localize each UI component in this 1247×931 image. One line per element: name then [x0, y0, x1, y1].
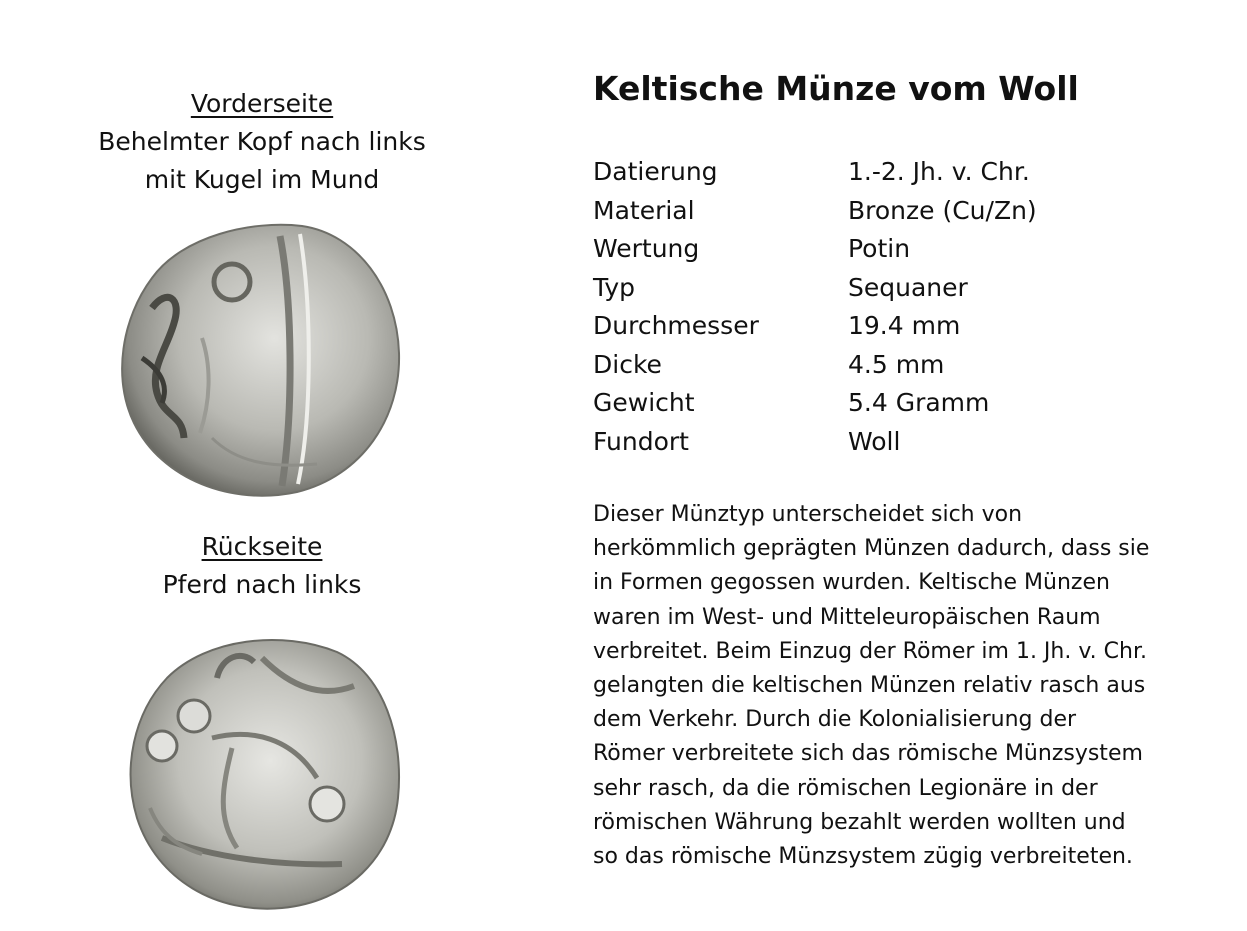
detail-label: Fundort: [593, 426, 689, 456]
detail-value: 1.-2. Jh. v. Chr.: [848, 157, 1030, 186]
description-line: in Formen gegossen wurden. Keltische Münzen: [593, 570, 1110, 596]
obverse-caption: [62, 85, 462, 199]
detail-value: Bronze (Cu/Zn): [848, 195, 1037, 225]
detail-label: Durchmesser: [593, 311, 759, 340]
coin-reverse-image: [122, 628, 402, 910]
detail-label: Material: [593, 195, 695, 225]
description-line: verbreitet. Beim Einzug der Römer im 1. Jh. v. Chr.: [593, 638, 1147, 664]
detail-row: [593, 307, 1037, 346]
description-line: gelangten die keltischen Münzen relativ rasch aus: [593, 673, 1146, 699]
description-line: Dieser Münztyp unterscheidet sich von: [593, 502, 1023, 527]
description-line: waren im West- und Mitteleuropäischen Raum: [593, 604, 1101, 630]
description-line: herkömmlich geprägten Münzen dadurch, dass sie: [593, 536, 1150, 562]
detail-label: Wertung: [593, 234, 700, 263]
detail-value: Woll: [848, 426, 901, 456]
detail-row: [593, 192, 1037, 231]
description-line: Römer verbreitete sich das römische Münzsystem: [593, 741, 1143, 767]
reverse-desc-line: Pferd nach links: [162, 570, 362, 599]
detail-value: 4.5 mm: [848, 349, 945, 379]
detail-value: Sequaner: [848, 272, 968, 302]
detail-value: Potin: [848, 234, 911, 263]
detail-label: Dicke: [593, 349, 662, 379]
description-line: dem Verkehr. Durch die Kolonialisierung der: [593, 707, 1077, 733]
detail-value: 5.4 Gramm: [848, 388, 990, 417]
detail-value: 19.4 mm: [848, 311, 961, 340]
obverse-heading: Vorderseite: [190, 89, 334, 118]
reverse-caption: [62, 528, 462, 604]
obverse-desc-line: mit Kugel im Mund: [144, 165, 380, 194]
detail-row: [593, 346, 1037, 385]
detail-label: Gewicht: [593, 388, 695, 417]
page-title: Keltische Münze vom Woll: [593, 69, 1079, 108]
description-line: sehr rasch, da die römischen Legionäre in der: [593, 775, 1098, 801]
description-line: so das römische Münzsystem zügig verbreiteten.: [593, 844, 1133, 870]
detail-row: [593, 269, 1037, 308]
description-line: römischen Währung bezahlt werden wollten und: [593, 809, 1126, 835]
detail-row: [593, 153, 1037, 192]
detail-label: Datierung: [593, 157, 718, 186]
detail-row: [593, 384, 1037, 423]
detail-label: Typ: [593, 272, 636, 302]
coin-details-table: [593, 153, 1037, 461]
obverse-desc-line: Behelmter Kopf nach links: [98, 127, 426, 156]
description-paragraph: [593, 498, 1193, 874]
reverse-heading: Rückseite: [201, 532, 323, 561]
coin-obverse-image: [112, 218, 402, 498]
detail-row: [593, 423, 1037, 462]
detail-row: [593, 230, 1037, 269]
